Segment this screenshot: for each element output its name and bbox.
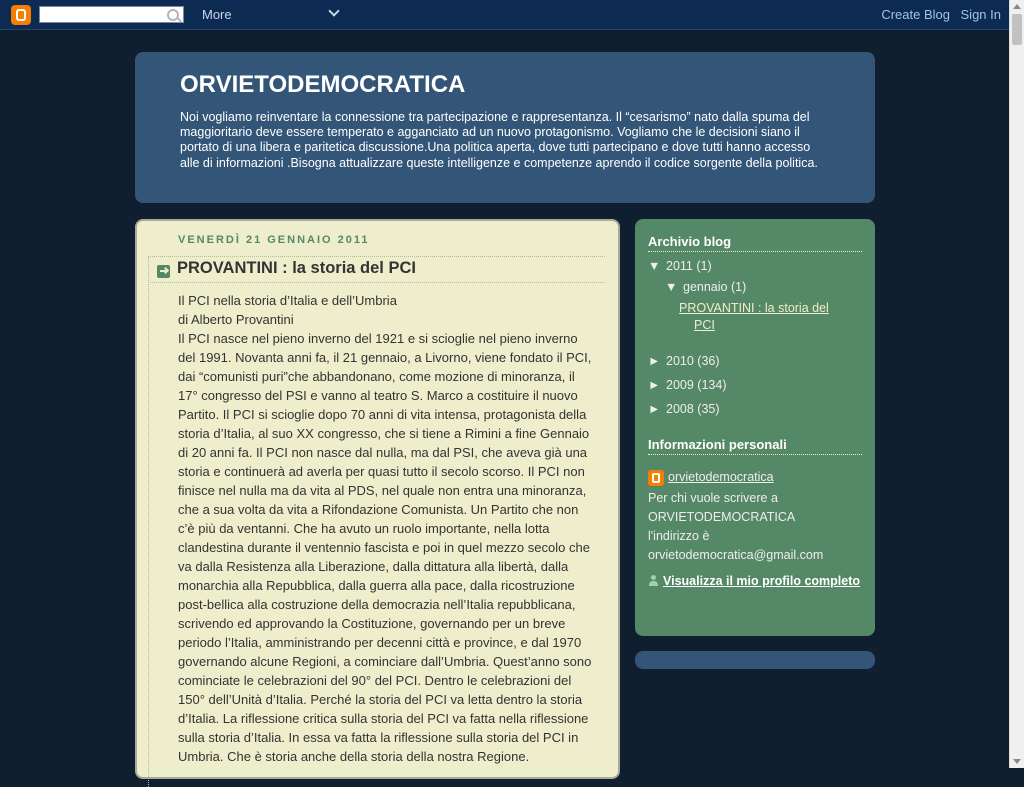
archive-month-gennaio[interactable] bbox=[665, 280, 746, 294]
archive-count: (1) bbox=[730, 280, 747, 294]
sidebar-widget-collapsed bbox=[635, 651, 875, 669]
scroll-down-icon[interactable] bbox=[1013, 759, 1021, 764]
archive-year-2011[interactable] bbox=[648, 259, 712, 273]
archive-post-link[interactable] bbox=[679, 300, 849, 334]
archive-post-link-line[interactable]: PCI bbox=[694, 318, 715, 332]
archive-year-link[interactable]: 2010 bbox=[666, 354, 694, 368]
arrow-right-icon bbox=[157, 265, 170, 278]
archive-year-2009[interactable] bbox=[648, 378, 726, 392]
post-title[interactable]: PROVANTINI : la storia del PCI bbox=[177, 259, 416, 277]
profile-line-4: orvietodemocratica@gmail.com bbox=[648, 548, 824, 562]
scroll-up-icon[interactable] bbox=[1013, 4, 1021, 9]
scroll-thumb[interactable] bbox=[1012, 14, 1022, 45]
blog-header bbox=[135, 52, 875, 203]
blog-description: Noi vogliamo reinventare la connessione tra partecipazione e rappresentanza. Il “cesarismo” nato dalla spuma del maggioritario deve essere temperato e agganciato ad un nuovo protagonismo. Vogliamo che le decisioni siano il portato di una libera e paritetica discussione.Una politica aperta, dove tutti partecipano e dove tutti hanno accesso alle di informazioni .Bisogna attualizzare queste intelligenze e competenze aprendo il codice sorgente della politica. bbox=[180, 110, 818, 170]
archive-count: (134) bbox=[697, 378, 727, 392]
blogger-profile-icon bbox=[648, 470, 664, 486]
profile-heading: Informazioni personali bbox=[648, 437, 862, 455]
sign-in-link[interactable]: Sign In bbox=[960, 7, 1001, 22]
sidebar bbox=[635, 219, 875, 636]
post-subtitle: Il PCI nella storia d’Italia e dell’Umbria bbox=[178, 293, 397, 308]
post-title-bar bbox=[148, 256, 605, 283]
archive-count: (35) bbox=[697, 402, 720, 416]
view-profile-link[interactable]: Visualizza il mio profilo completo bbox=[663, 574, 861, 588]
more-menu[interactable]: More bbox=[202, 7, 232, 22]
archive-count: (1) bbox=[696, 259, 712, 273]
blogger-logo-icon[interactable] bbox=[11, 5, 31, 25]
archive-year-2008[interactable] bbox=[648, 402, 720, 416]
archive-year-link[interactable]: 2009 bbox=[666, 378, 694, 392]
profile-line-2: ORVIETODEMOCRATICA bbox=[648, 510, 796, 524]
blog-title[interactable]: ORVIETODEMOCRATICA bbox=[180, 71, 466, 98]
archive-year-link[interactable]: 2008 bbox=[666, 402, 694, 416]
archive-post-link-line[interactable]: PROVANTINI : la storia del bbox=[679, 301, 829, 315]
post-text: Il PCI nasce nel pieno inverno del 1921 e si scioglie nel pieno inverno del 1991. Novanta anni fa, il 21 gennaio, a Livorno, viene fondato il PCI, dai “comunisti puri”che abbandonano, come mozione di minoranza, il 17° congresso del PSI e vanno al teatro S. Marco a costituire il nuovo Partito. Il PCI si scioglie dopo 70 anni di vita intensa, protagonista della storia d’Italia, al suo XX congresso, che si tiene a Rimini a fine Gennaio di 20 anni fa. Il PCI non nasce dal nulla, ma dal PSI, che aveva già una storia e continuerà ad averla per quasi tutto il secolo scorso. Il PCI non finisce nel nulla ma da vita al PDS, nel quale non entra una minoranza, che a sua volta da vita a Rifondazione Comunista. Un Partito che non c’è più da ventanni. Che ha avuto un ruolo importante, nella lotta clandestina durante il ventennio fascista e poi in quel mezzo secolo che va dalla Resistenza alla Liberazione, dalla dittatura alla libertà, dalla monarchia alla Repubblica, dalla guerra alla pace, dalla ricostruzione post-bellica alla costruzione della democrazia nell’Italia repubblicana, scrivendo ed approvando la Costituzione, governando per un breve periodo l’Italia, amministrando per decenni città e province, e dal 1970 governando alcune Regioni, a cominciare dall’Umbria. Quest’anno sono cominciate le celebrazioni del 90° del PCI. Dentro le celebrazioni del 150° dell’Unità d’Italia. Perché la storia del PCI va letta dentro la storia d’Italia. La riflessione critica sulla storia del PCI va fatta nella riflessione sulla storia d’Italia. In essa va fatta la riflessione sulla storia del PCI in Umbria. Che è storia anche della storia della nostra Regione. bbox=[178, 331, 592, 764]
chevron-down-icon[interactable] bbox=[328, 5, 339, 16]
main-column bbox=[135, 219, 620, 779]
archive-count: (36) bbox=[697, 354, 720, 368]
post-date: VENERDÌ 21 GENNAIO 2011 bbox=[178, 234, 370, 246]
navbar bbox=[0, 0, 1009, 30]
archive-year-2010[interactable] bbox=[648, 354, 720, 368]
post-body bbox=[178, 291, 592, 766]
collapse-triangle-icon[interactable]: ▼ bbox=[648, 259, 661, 273]
archive-heading: Archivio blog bbox=[648, 234, 862, 252]
post-author: di Alberto Provantini bbox=[178, 312, 294, 327]
collapse-triangle-icon[interactable]: ▼ bbox=[665, 280, 678, 294]
divider bbox=[148, 257, 149, 787]
profile-line-3: l'indirizzo è bbox=[648, 529, 710, 543]
create-blog-link[interactable]: Create Blog bbox=[881, 7, 950, 22]
archive-month-link[interactable]: gennaio bbox=[683, 280, 728, 294]
expand-triangle-icon[interactable]: ► bbox=[648, 402, 661, 416]
scrollbar[interactable] bbox=[1009, 0, 1024, 768]
search-input[interactable] bbox=[39, 6, 184, 23]
search-icon[interactable] bbox=[167, 9, 179, 21]
expand-triangle-icon[interactable]: ► bbox=[648, 378, 661, 392]
profile-line-1: Per chi vuole scrivere a bbox=[648, 491, 778, 505]
archive-year-link[interactable]: 2011 bbox=[666, 259, 693, 273]
profile-name[interactable]: orvietodemocratica bbox=[668, 470, 774, 484]
profile-name-link[interactable] bbox=[668, 468, 863, 487]
expand-triangle-icon[interactable]: ► bbox=[648, 354, 661, 368]
